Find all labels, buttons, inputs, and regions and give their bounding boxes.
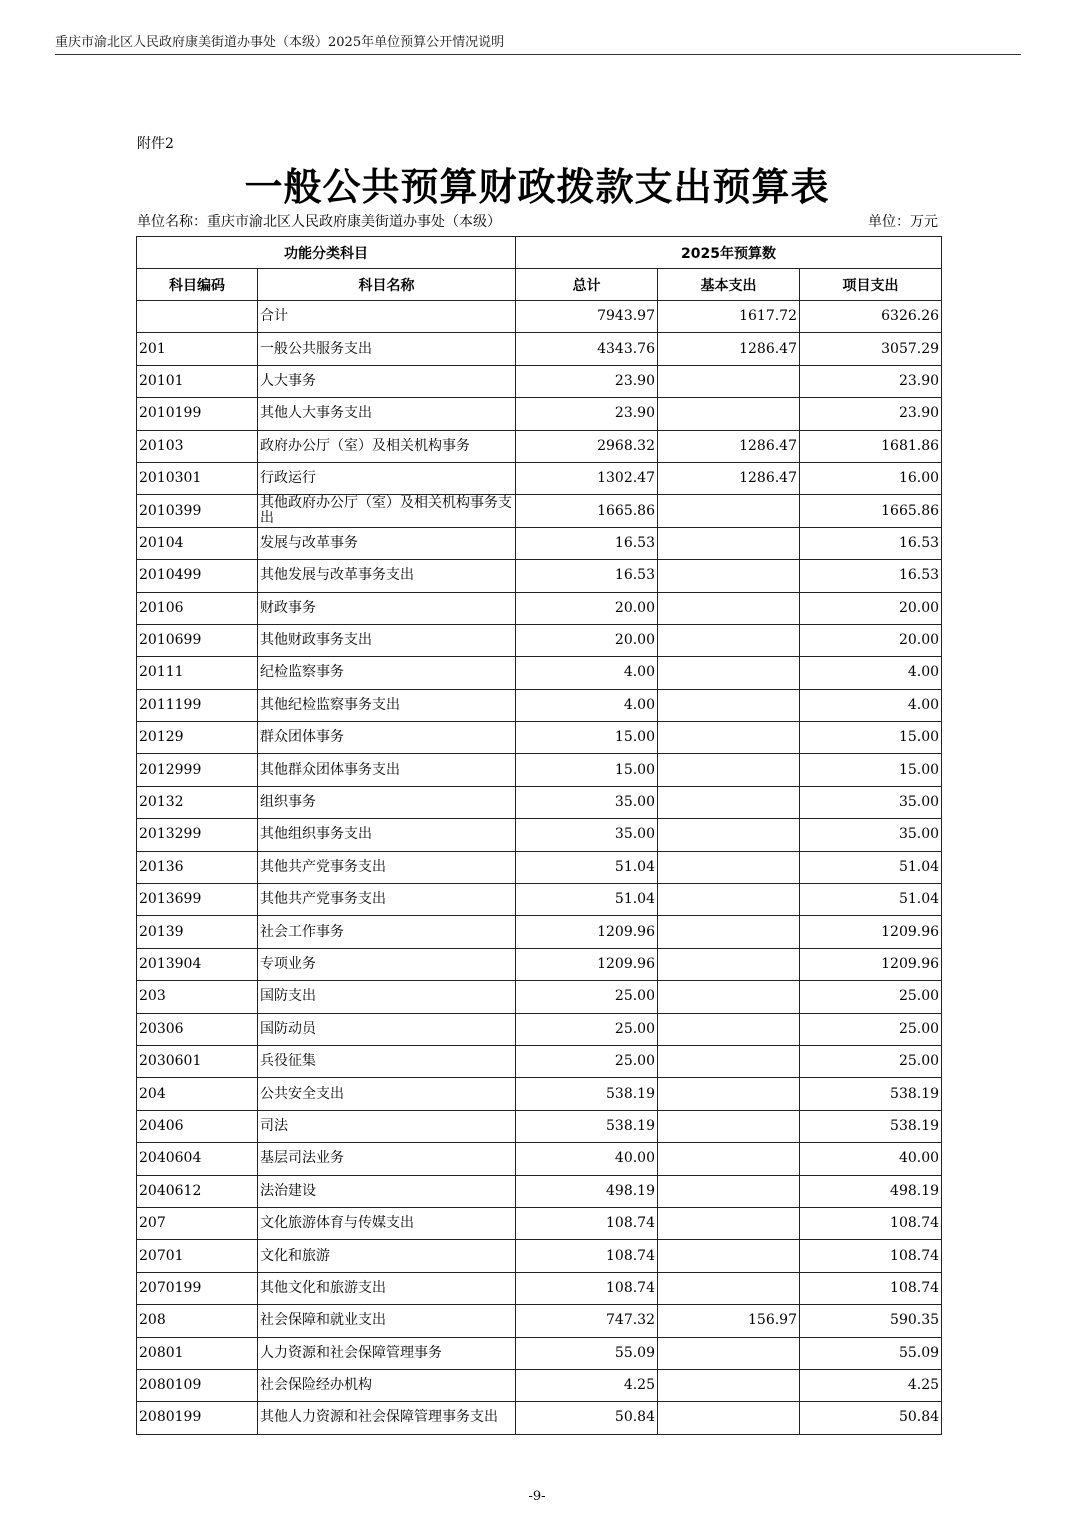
row-name-cell: 其他群众团体事务支出 <box>258 754 516 786</box>
row-project-cell: 16.53 <box>800 527 942 559</box>
table-row <box>137 689 942 721</box>
budget-table <box>136 236 942 1435</box>
row-code-cell: 2013904 <box>137 948 258 980</box>
table-row <box>137 527 942 559</box>
row-total-cell: 1302.47 <box>516 462 658 494</box>
row-project-cell: 538.19 <box>800 1078 942 1110</box>
row-total-cell: 20.00 <box>516 624 658 656</box>
row-code-cell: 203 <box>137 981 258 1013</box>
row-basic-cell <box>658 1175 800 1207</box>
name-column-header: 科目名称 <box>258 269 516 301</box>
table-row <box>137 1078 942 1110</box>
row-code-cell: 2010499 <box>137 560 258 592</box>
table-row <box>137 851 942 883</box>
row-code-cell: 2010301 <box>137 462 258 494</box>
table-row <box>137 624 942 656</box>
row-total-cell: 538.19 <box>516 1110 658 1142</box>
row-code-cell: 20701 <box>137 1240 258 1272</box>
table-row <box>137 1175 942 1207</box>
table-row <box>137 884 942 916</box>
row-total-cell: 4343.76 <box>516 333 658 365</box>
table-row <box>137 722 942 754</box>
row-total-cell: 16.53 <box>516 560 658 592</box>
row-basic-cell: 1617.72 <box>658 301 800 333</box>
row-total-cell: 25.00 <box>516 1045 658 1077</box>
table-row <box>137 1369 942 1401</box>
budget-2025-header: 2025年预算数 <box>516 237 942 269</box>
table-row <box>137 1143 942 1175</box>
row-code-cell: 2010199 <box>137 398 258 430</box>
row-total-cell: 55.09 <box>516 1337 658 1369</box>
row-code-cell: 2013299 <box>137 819 258 851</box>
table-row <box>137 301 942 333</box>
table-row <box>137 1402 942 1434</box>
row-project-cell: 25.00 <box>800 1045 942 1077</box>
table-row <box>137 657 942 689</box>
row-code-cell: 2030601 <box>137 1045 258 1077</box>
table-row <box>137 365 942 397</box>
row-name-cell: 其他人大事务支出 <box>258 398 516 430</box>
row-name-cell: 其他共产党事务支出 <box>258 884 516 916</box>
row-name-cell: 文化旅游体育与传媒支出 <box>258 1207 516 1239</box>
table-row <box>137 754 942 786</box>
row-basic-cell <box>658 786 800 818</box>
row-name-cell: 其他共产党事务支出 <box>258 851 516 883</box>
row-basic-cell <box>658 1110 800 1142</box>
row-total-cell: 23.90 <box>516 365 658 397</box>
row-basic-cell <box>658 495 800 527</box>
row-project-cell: 108.74 <box>800 1272 942 1304</box>
row-basic-cell <box>658 884 800 916</box>
row-basic-cell <box>658 1337 800 1369</box>
row-project-cell: 25.00 <box>800 1013 942 1045</box>
row-basic-cell <box>658 527 800 559</box>
row-basic-cell <box>658 365 800 397</box>
table-row <box>137 430 942 462</box>
row-basic-cell <box>658 398 800 430</box>
page-number: -9- <box>528 1489 546 1504</box>
row-code-cell: 207 <box>137 1207 258 1239</box>
row-total-cell: 51.04 <box>516 884 658 916</box>
row-name-cell: 一般公共服务支出 <box>258 333 516 365</box>
total-column-header: 总计 <box>516 269 658 301</box>
table-row <box>137 560 942 592</box>
row-basic-cell <box>658 657 800 689</box>
row-name-cell: 兵役征集 <box>258 1045 516 1077</box>
row-total-cell: 108.74 <box>516 1240 658 1272</box>
row-name-cell: 群众团体事务 <box>258 722 516 754</box>
row-basic-cell <box>658 851 800 883</box>
row-name-cell: 基层司法业务 <box>258 1143 516 1175</box>
row-total-cell: 1665.86 <box>516 495 658 527</box>
row-project-cell: 108.74 <box>800 1207 942 1239</box>
row-name-cell: 公共安全支出 <box>258 1078 516 1110</box>
row-basic-cell <box>658 754 800 786</box>
row-basic-cell <box>658 916 800 948</box>
row-code-cell: 2070199 <box>137 1272 258 1304</box>
row-basic-cell <box>658 1272 800 1304</box>
row-code-cell: 201 <box>137 333 258 365</box>
row-total-cell: 20.00 <box>516 592 658 624</box>
table-row <box>137 398 942 430</box>
row-code-cell: 20104 <box>137 527 258 559</box>
row-basic-cell <box>658 1402 800 1434</box>
row-name-cell: 专项业务 <box>258 948 516 980</box>
row-total-cell: 25.00 <box>516 1013 658 1045</box>
row-name-cell: 政府办公厅（室）及相关机构事务 <box>258 430 516 462</box>
row-basic-cell <box>658 689 800 721</box>
row-total-cell: 4.00 <box>516 689 658 721</box>
row-total-cell: 35.00 <box>516 819 658 851</box>
row-basic-cell <box>658 560 800 592</box>
row-name-cell: 其他财政事务支出 <box>258 624 516 656</box>
row-name-cell: 发展与改革事务 <box>258 527 516 559</box>
header-divider <box>55 54 1021 55</box>
table-row <box>137 1045 942 1077</box>
row-code-cell: 20129 <box>137 722 258 754</box>
table-row <box>137 1272 942 1304</box>
row-total-cell: 1209.96 <box>516 916 658 948</box>
row-project-cell: 20.00 <box>800 592 942 624</box>
row-project-cell: 40.00 <box>800 1143 942 1175</box>
row-basic-cell <box>658 948 800 980</box>
row-total-cell: 498.19 <box>516 1175 658 1207</box>
row-name-cell: 法治建设 <box>258 1175 516 1207</box>
row-project-cell: 50.84 <box>800 1402 942 1434</box>
row-name-cell: 行政运行 <box>258 462 516 494</box>
row-code-cell: 2080199 <box>137 1402 258 1434</box>
row-project-cell: 6326.26 <box>800 301 942 333</box>
row-project-cell: 51.04 <box>800 884 942 916</box>
row-basic-cell <box>658 1045 800 1077</box>
row-basic-cell: 1286.47 <box>658 462 800 494</box>
row-name-cell: 人力资源和社会保障管理事务 <box>258 1337 516 1369</box>
row-total-cell: 51.04 <box>516 851 658 883</box>
row-project-cell: 590.35 <box>800 1305 942 1337</box>
row-basic-cell <box>658 592 800 624</box>
row-total-cell: 2968.32 <box>516 430 658 462</box>
row-code-cell: 20801 <box>137 1337 258 1369</box>
row-project-cell: 23.90 <box>800 398 942 430</box>
row-project-cell: 1665.86 <box>800 495 942 527</box>
row-name-cell: 财政事务 <box>258 592 516 624</box>
row-code-cell: 20132 <box>137 786 258 818</box>
row-basic-cell <box>658 722 800 754</box>
functional-category-header: 功能分类科目 <box>137 237 516 269</box>
row-name-cell: 组织事务 <box>258 786 516 818</box>
row-project-cell: 55.09 <box>800 1337 942 1369</box>
row-basic-cell: 156.97 <box>658 1305 800 1337</box>
row-name-cell: 社会工作事务 <box>258 916 516 948</box>
table-row <box>137 495 942 527</box>
row-total-cell: 15.00 <box>516 722 658 754</box>
row-name-cell: 人大事务 <box>258 365 516 397</box>
project-column-header: 项目支出 <box>800 269 942 301</box>
group-header-row <box>137 237 942 269</box>
row-name-cell: 国防支出 <box>258 981 516 1013</box>
row-name-cell: 其他政府办公厅（室）及相关机构事务支出 <box>258 495 516 527</box>
row-total-cell: 108.74 <box>516 1272 658 1304</box>
row-code-cell: 20139 <box>137 916 258 948</box>
row-code-cell: 20406 <box>137 1110 258 1142</box>
row-name-cell: 文化和旅游 <box>258 1240 516 1272</box>
table-row <box>137 1337 942 1369</box>
row-total-cell: 4.25 <box>516 1369 658 1401</box>
row-basic-cell <box>658 1078 800 1110</box>
row-total-cell: 747.32 <box>516 1305 658 1337</box>
row-basic-cell <box>658 1143 800 1175</box>
row-project-cell: 15.00 <box>800 722 942 754</box>
page-title: 一般公共预算财政拨款支出预算表 <box>244 165 830 209</box>
table-row <box>137 1110 942 1142</box>
row-code-cell: 2010699 <box>137 624 258 656</box>
row-project-cell: 1681.86 <box>800 430 942 462</box>
row-basic-cell: 1286.47 <box>658 333 800 365</box>
row-code-cell: 20103 <box>137 430 258 462</box>
row-name-cell: 社会保障和就业支出 <box>258 1305 516 1337</box>
row-name-cell: 司法 <box>258 1110 516 1142</box>
row-basic-cell <box>658 819 800 851</box>
table-row <box>137 1305 942 1337</box>
row-code-cell: 20306 <box>137 1013 258 1045</box>
row-code-cell: 20106 <box>137 592 258 624</box>
row-code-cell: 2080109 <box>137 1369 258 1401</box>
row-project-cell: 20.00 <box>800 624 942 656</box>
row-code-cell: 2040604 <box>137 1143 258 1175</box>
table-row <box>137 1013 942 1045</box>
row-code-cell: 20101 <box>137 365 258 397</box>
row-code-cell: 2013699 <box>137 884 258 916</box>
table-body <box>137 301 942 1435</box>
row-basic-cell <box>658 624 800 656</box>
row-total-cell: 538.19 <box>516 1078 658 1110</box>
unit-name: 单位名称：重庆市渝北区人民政府康美街道办事处（本级） <box>137 214 501 230</box>
row-project-cell: 108.74 <box>800 1240 942 1272</box>
unit-measure: 单位：万元 <box>868 214 938 230</box>
row-project-cell: 25.00 <box>800 981 942 1013</box>
row-project-cell: 35.00 <box>800 786 942 818</box>
table-row <box>137 592 942 624</box>
running-header: 重庆市渝北区人民政府康美街道办事处（本级）2025年单位预算公开情况说明 <box>55 35 505 50</box>
table-row <box>137 1207 942 1239</box>
table-row <box>137 462 942 494</box>
row-name-cell: 其他文化和旅游支出 <box>258 1272 516 1304</box>
row-total-cell: 4.00 <box>516 657 658 689</box>
row-project-cell: 51.04 <box>800 851 942 883</box>
row-project-cell: 4.25 <box>800 1369 942 1401</box>
row-name-cell: 其他纪检监察事务支出 <box>258 689 516 721</box>
row-code-cell: 2040612 <box>137 1175 258 1207</box>
basic-column-header: 基本支出 <box>658 269 800 301</box>
row-project-cell: 23.90 <box>800 365 942 397</box>
row-total-cell: 23.90 <box>516 398 658 430</box>
row-code-cell: 20111 <box>137 657 258 689</box>
row-total-cell: 15.00 <box>516 754 658 786</box>
row-project-cell: 498.19 <box>800 1175 942 1207</box>
row-code-cell: 204 <box>137 1078 258 1110</box>
row-total-cell: 50.84 <box>516 1402 658 1434</box>
row-basic-cell <box>658 1013 800 1045</box>
row-code-cell: 208 <box>137 1305 258 1337</box>
row-total-cell: 108.74 <box>516 1207 658 1239</box>
row-project-cell: 1209.96 <box>800 948 942 980</box>
table-row <box>137 333 942 365</box>
attachment-label: 附件2 <box>137 136 174 152</box>
row-project-cell: 4.00 <box>800 689 942 721</box>
row-code-cell: 2011199 <box>137 689 258 721</box>
code-column-header: 科目编码 <box>137 269 258 301</box>
row-project-cell: 15.00 <box>800 754 942 786</box>
row-name-cell: 纪检监察事务 <box>258 657 516 689</box>
table-row <box>137 819 942 851</box>
row-basic-cell: 1286.47 <box>658 430 800 462</box>
row-name-cell: 其他发展与改革事务支出 <box>258 560 516 592</box>
row-code-cell: 2010399 <box>137 495 258 527</box>
table-row <box>137 981 942 1013</box>
row-name-cell: 其他人力资源和社会保障管理事务支出 <box>258 1402 516 1434</box>
row-code-cell: 20136 <box>137 851 258 883</box>
table-row <box>137 916 942 948</box>
row-project-cell: 4.00 <box>800 657 942 689</box>
row-code-cell <box>137 301 258 333</box>
row-basic-cell <box>658 1207 800 1239</box>
row-total-cell: 35.00 <box>516 786 658 818</box>
row-name-cell: 社会保险经办机构 <box>258 1369 516 1401</box>
row-project-cell: 3057.29 <box>800 333 942 365</box>
row-code-cell: 2012999 <box>137 754 258 786</box>
row-basic-cell <box>658 1369 800 1401</box>
row-total-cell: 1209.96 <box>516 948 658 980</box>
row-name-cell: 其他组织事务支出 <box>258 819 516 851</box>
table-row <box>137 948 942 980</box>
row-name-cell: 合计 <box>258 301 516 333</box>
row-basic-cell <box>658 981 800 1013</box>
row-total-cell: 16.53 <box>516 527 658 559</box>
row-project-cell: 16.53 <box>800 560 942 592</box>
row-total-cell: 7943.97 <box>516 301 658 333</box>
table-row <box>137 1240 942 1272</box>
row-total-cell: 25.00 <box>516 981 658 1013</box>
row-total-cell: 40.00 <box>516 1143 658 1175</box>
row-project-cell: 35.00 <box>800 819 942 851</box>
row-name-cell: 国防动员 <box>258 1013 516 1045</box>
column-header-row <box>137 269 942 301</box>
row-project-cell: 538.19 <box>800 1110 942 1142</box>
row-project-cell: 1209.96 <box>800 916 942 948</box>
row-basic-cell <box>658 1240 800 1272</box>
row-project-cell: 16.00 <box>800 462 942 494</box>
table-row <box>137 786 942 818</box>
